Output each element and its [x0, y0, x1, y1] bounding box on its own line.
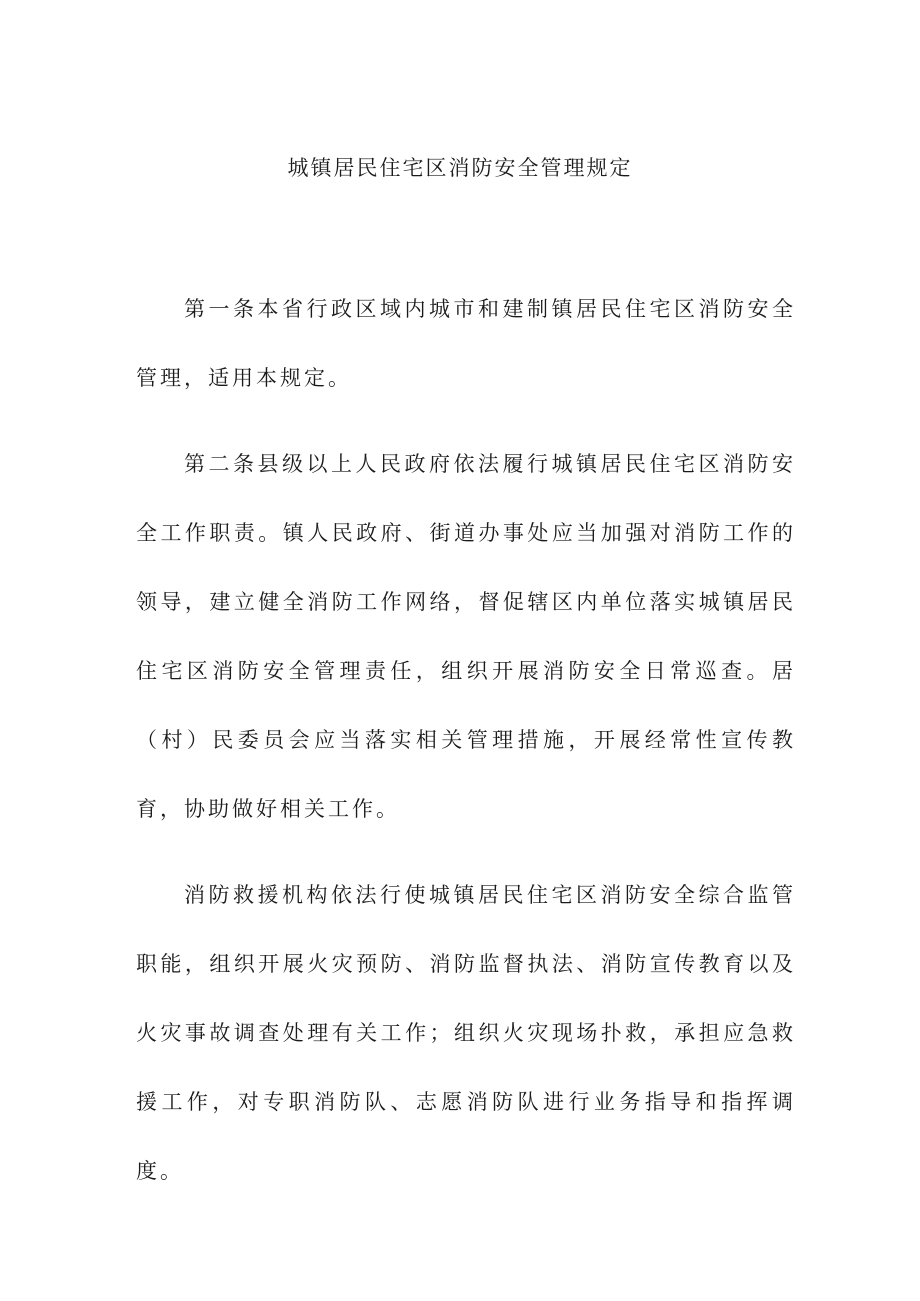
paragraph-article-2: 第二条县级以上人民政府依法履行城镇居民住宅区消防安全工作职责。镇人民政府、街道办事处应当加强对消防工作的领导，建立健全消防工作网络，督促辖区内单位落实城镇居民住宅区消防安全管理责任，组织开展消防安全日常巡查。居（村）民委员会应当落实相关管理措施，开展经常性宣传教育，协助做好相关工作。: [136, 452, 796, 821]
document-title: 城镇居民住宅区消防安全管理规定: [287, 156, 633, 180]
paragraph-article-1: 第一条本省行政区域内城市和建制镇居民住宅区消防安全管理，适用本规定。: [136, 297, 796, 390]
document-body: [136, 275, 796, 1223]
paragraph-article-2-cont: 消防救援机构依法行使城镇居民住宅区消防安全综合监管职能，组织开展火灾预防、消防监督执法、消防宣传教育以及火灾事故调查处理有关工作；组织火灾现场扑救，承担应急救援工作，对专职消防队、志愿消防队进行业务指导和指挥调度。: [136, 883, 796, 1183]
